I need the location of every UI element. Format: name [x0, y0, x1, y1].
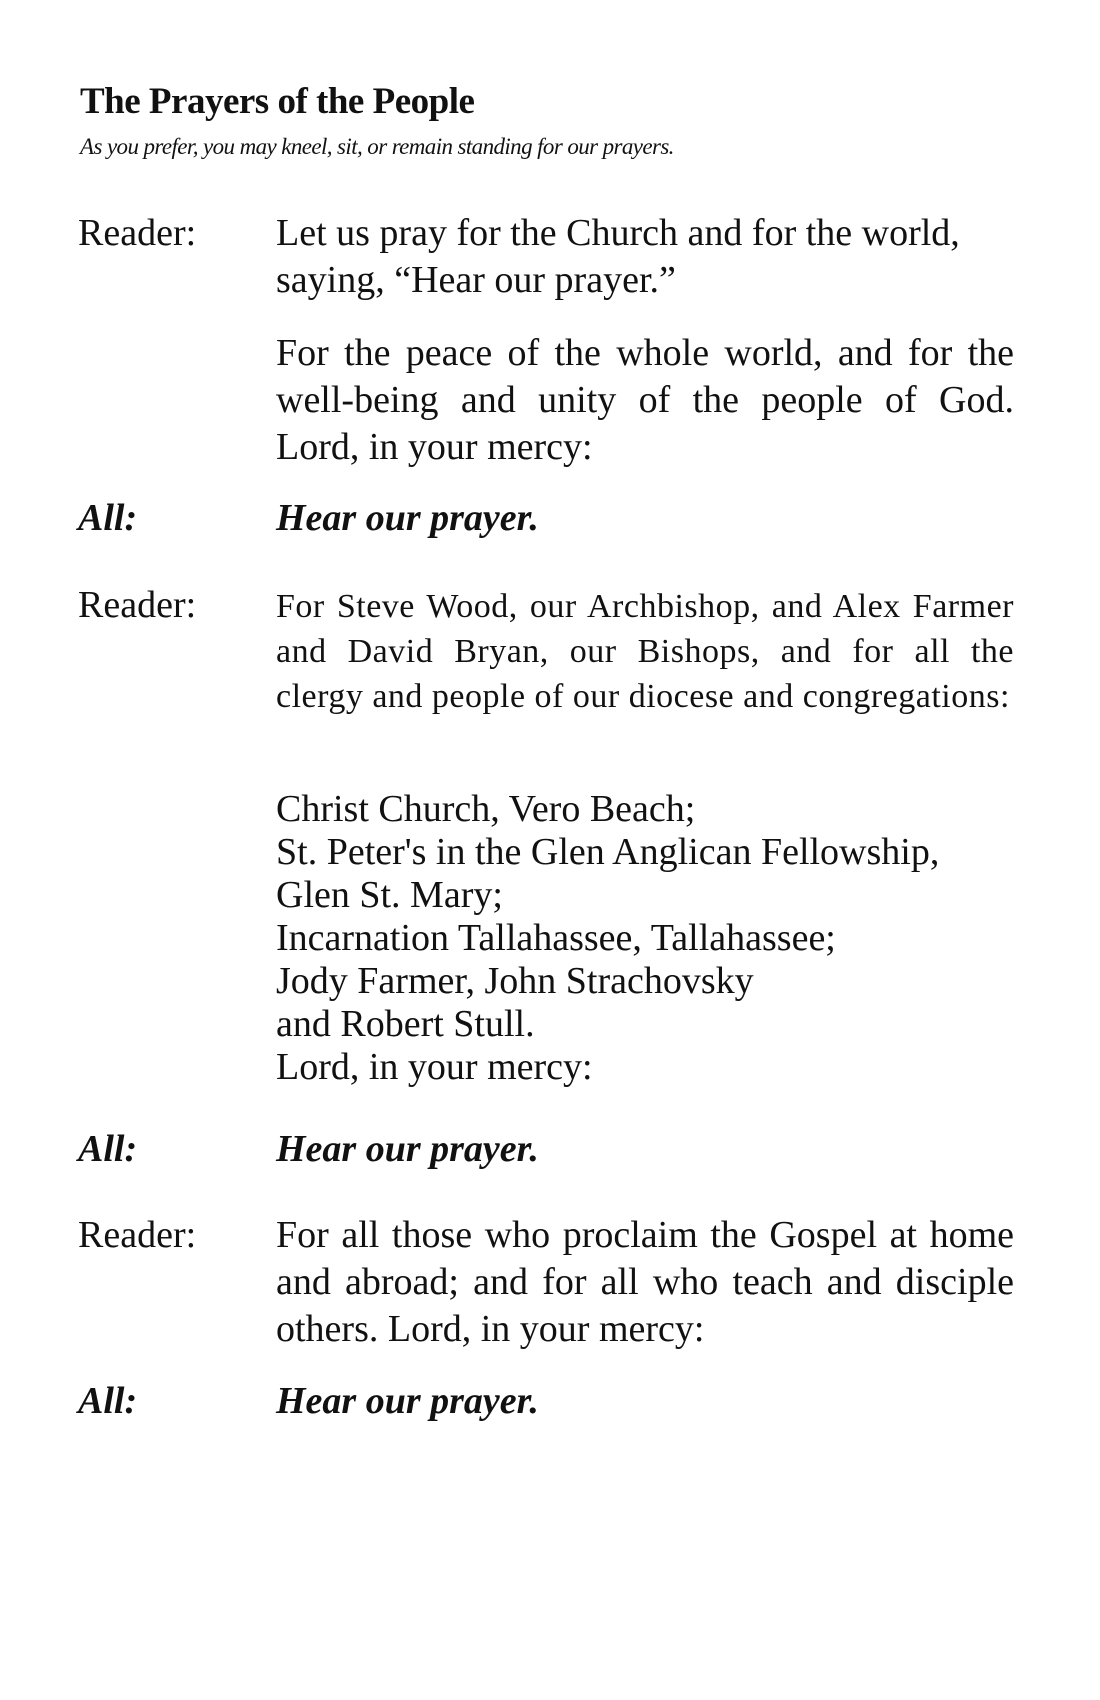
- congregation-line: St. Peter's in the Glen Anglican Fellowship,: [276, 831, 940, 873]
- prayer-world-peace: For the peace of the whole world, and for the well-being and unity of the people of God. Lord, in your mercy:: [276, 332, 1014, 468]
- congregation-list: [276, 788, 1014, 1089]
- congregation-line: and Robert Stull.: [276, 1003, 535, 1045]
- speaker-all-3: All:: [78, 1380, 138, 1422]
- speaker-reader-1: Reader:: [78, 212, 197, 254]
- posture-instruction: As you prefer, you may kneel, sit, or remain standing for our prayers.: [80, 134, 674, 159]
- prayer-clergy: For Steve Wood, our Archbishop, and Alex Farmer and David Bryan, our Bishops, and for all the clergy and people of our diocese and congregations:: [276, 588, 1014, 715]
- section-title: The Prayers of the People: [80, 81, 475, 122]
- speaker-reader-2: Reader:: [78, 584, 197, 626]
- speaker-all-1: All:: [78, 497, 138, 539]
- congregation-line: Incarnation Tallahassee, Tallahassee;: [276, 917, 836, 959]
- speaker-reader-3: Reader:: [78, 1214, 197, 1256]
- congregation-line: Glen St. Mary;: [276, 874, 503, 916]
- congregation-line: Lord, in your mercy:: [276, 1046, 593, 1088]
- response-1: Hear our prayer.: [276, 497, 539, 539]
- prayer-invitation: Let us pray for the Church and for the world, saying, “Hear our prayer.”: [276, 212, 960, 301]
- response-3: Hear our prayer.: [276, 1380, 539, 1422]
- congregation-line: Jody Farmer, John Strachovsky: [276, 960, 754, 1002]
- congregation-line: Christ Church, Vero Beach;: [276, 788, 696, 830]
- prayer-gospel: For all those who proclaim the Gospel at home and abroad; and for all who teach and disciple others. Lord, in your mercy:: [276, 1214, 1014, 1350]
- speaker-all-2: All:: [78, 1128, 138, 1170]
- response-2: Hear our prayer.: [276, 1128, 539, 1170]
